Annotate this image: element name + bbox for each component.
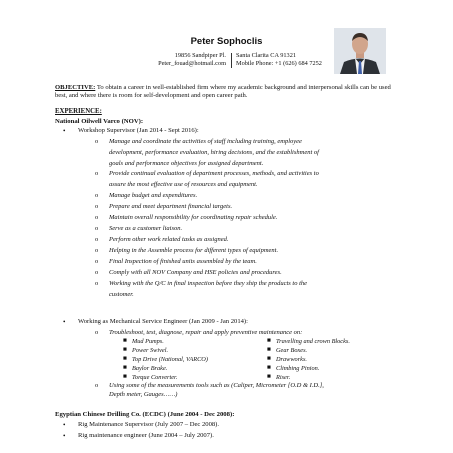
equipment-text: Top Drive (National, VARCO) [132, 356, 208, 363]
square-bullet-icon: ■ [123, 364, 127, 371]
profile-photo [334, 28, 386, 74]
duty-text: Using some of the measurements tools such as (Caliper, Micrometer [O.D & I.D.], [109, 382, 324, 389]
duty-text: Provide continual evaluation of department processes, methods, and activities to [109, 170, 319, 177]
square-bullet-icon: ■ [267, 364, 271, 371]
duty-text: Helping in the Assemble process for different types of equipment. [109, 247, 279, 254]
objective-text: To obtain a career in well-established firm where my academic background and interpersonal skills can be used best, and where there is room for self-development and open career path. [55, 84, 391, 100]
bullet-icon: • [63, 432, 66, 440]
contact-right [236, 52, 346, 68]
objective-paragraph [55, 84, 400, 101]
duty-text: Prepare and meet department financial targets. [109, 203, 233, 210]
address: 19856 Sandpiper Pl. [174, 52, 226, 59]
square-bullet-icon: ■ [267, 355, 271, 362]
circle-bullet-icon: o [95, 192, 99, 199]
candidate-name: Peter Sophoclis [190, 36, 263, 47]
circle-bullet-icon: o [95, 247, 99, 254]
employer-nov: National Oilwell Varco (NOV): [55, 118, 144, 125]
circle-bullet-icon: o [95, 170, 99, 177]
circle-bullet-icon: o [95, 329, 99, 336]
duty-text: goals and performance objectives for assigned department. [109, 160, 264, 167]
equipment-text: Drawworks. [276, 356, 307, 363]
equipment-text: Baylor Brake. [132, 365, 168, 372]
circle-bullet-icon: o [95, 280, 99, 287]
phone: Mobile Phone: +1 (626) 684 7252 [236, 60, 322, 67]
duty-text: Perform other work related tasks as assigned. [109, 236, 229, 243]
equipment-text: Torque Converter. [132, 374, 178, 381]
duty-text: Working with the Q/C in final inspection before they ship the products to the [109, 280, 308, 287]
square-bullet-icon: ■ [123, 346, 127, 353]
email: Peter_fouad@hotmail.com [158, 60, 226, 67]
employer-ecdc: Egyptian Chinese Drilling Co. (ECDC) (June 2004 - Dec 2008): [55, 411, 235, 418]
job-title: Working as Mechanical Service Engineer (Jan 2009 - Jan 2014): [78, 318, 248, 325]
duty-text: Manage budget and expenditures. [109, 192, 198, 199]
city: Santa Clarita CA 91321 [236, 52, 296, 59]
equipment-text: Climbing Pinion. [276, 365, 320, 372]
duty-text: Troubleshoot, test, diagnose, repair and apply preventive maintenance on: [109, 329, 303, 336]
bullet-icon: • [63, 127, 66, 135]
duty-text: Manage and coordinate the activities of staff including training, employee [109, 138, 302, 145]
equipment-text: Mud Pumps. [132, 338, 164, 345]
contact-divider [231, 53, 232, 68]
duty-text: assure the most effective use of resources and equipment. [109, 181, 258, 188]
duty-text: Final Inspection of finished units assembled by the team. [109, 258, 257, 265]
circle-bullet-icon: o [95, 258, 99, 265]
equipment-text: Travelling and crown Blocks. [276, 338, 350, 345]
job-title: Rig Maintenance Supervisor (July 2007 – Dec 2008). [78, 421, 220, 428]
bullet-icon: • [63, 421, 66, 429]
contact-left [118, 52, 226, 68]
duty-text: Depth meter, Gauges……) [109, 391, 178, 398]
duty-text: Comply with all NOV Company and HSE policies and procedures. [109, 269, 282, 276]
circle-bullet-icon: o [95, 138, 99, 145]
job-title: Rig maintenance engineer (June 2004 – July 2007). [78, 432, 214, 439]
square-bullet-icon: ■ [123, 373, 127, 380]
equipment-text: Power Swivel. [132, 347, 169, 354]
equipment-text: Gear Boxes. [276, 347, 308, 354]
bullet-icon: • [63, 318, 66, 326]
duty-text: Serve as a customer liaison. [109, 225, 183, 232]
duty-text: development, performance evaluation, hiring decisions, and the establishment of [109, 149, 319, 156]
circle-bullet-icon: o [95, 225, 99, 232]
job-title: Workshop Supervisor (Jan 2014 - Sept 2016): [78, 127, 199, 134]
square-bullet-icon: ■ [267, 337, 271, 344]
circle-bullet-icon: o [95, 203, 99, 210]
square-bullet-icon: ■ [267, 346, 271, 353]
experience-heading: EXPERIENCE: [55, 108, 102, 115]
square-bullet-icon: ■ [123, 337, 127, 344]
square-bullet-icon: ■ [267, 373, 271, 380]
circle-bullet-icon: o [95, 214, 99, 221]
objective-label: OBJECTIVE: [55, 84, 96, 91]
circle-bullet-icon: o [95, 236, 99, 243]
square-bullet-icon: ■ [123, 355, 127, 362]
duty-text: customer. [109, 291, 134, 298]
equipment-text: Riser. [276, 374, 291, 381]
duty-text: Maintain overall responsibility for coordinating repair schedule. [109, 214, 278, 221]
circle-bullet-icon: o [95, 382, 99, 389]
circle-bullet-icon: o [95, 269, 99, 276]
